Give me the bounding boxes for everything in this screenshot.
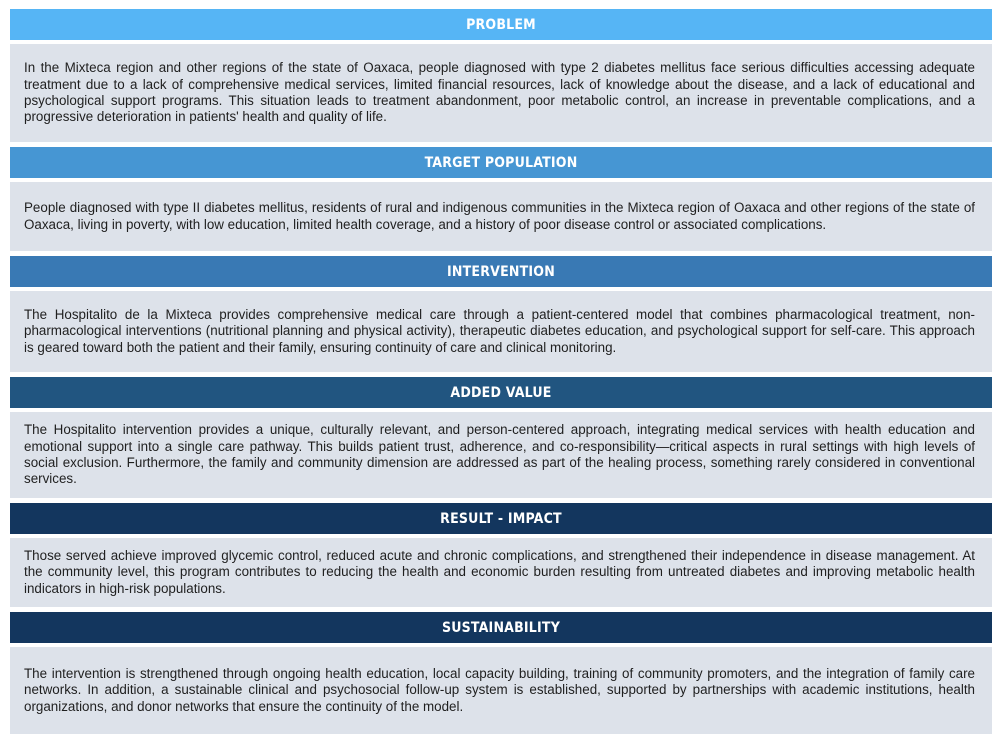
section-text: The Hospitalito de la Mixteca provides comprehensive medical care through a patient-centered model that combines pharmacological treatment, non-pharmacological interventions (nutritional planning and physical activity), therapeutic diabetes education, and psychological support for self-care. This approach is geared toward both the patient and their family, ensuring continuity of care and clinical monitoring. (24, 306, 975, 355)
section-text: In the Mixteca region and other regions of the state of Oaxaca, people diagnosed with type 2 diabetes mellitus face serious difficulties accessing adequate treatment due to a lack of comprehensive medical services, limited financial resources, lack of knowledge about the disease, and a lack of educational and psychological support programs. This situation leads to treatment abandonment, poor metabolic control, an increase in preventable complications, and a progressive deterioration in patients' health and quality of life. (24, 60, 975, 125)
section-header (10, 256, 992, 287)
section-title: ADDED VALUE (450, 384, 552, 401)
section-text: The intervention is strengthened through ongoing health education, local capacity building, training of community promoters, and the integration of family care networks. In addition, a sustainable clinical and psychosocial follow-up system is established, supported by partnerships with academic institutions, health organizations, and donor networks that ensure the continuity of the model. (24, 665, 975, 714)
section-body (10, 412, 992, 498)
section-body (10, 182, 992, 251)
section-added-value (10, 377, 992, 498)
section-result-impact (10, 503, 992, 607)
section-header (10, 9, 992, 40)
section-sustainability (10, 612, 992, 734)
section-title: RESULT - IMPACT (440, 510, 562, 527)
section-body (10, 647, 992, 734)
section-header (10, 503, 992, 534)
section-body (10, 538, 992, 607)
section-title: PROBLEM (466, 16, 536, 33)
section-body (10, 291, 992, 372)
section-header (10, 377, 992, 408)
section-header (10, 147, 992, 178)
section-title: INTERVENTION (447, 263, 555, 280)
section-title: TARGET POPULATION (424, 154, 578, 171)
section-target-population (10, 147, 992, 251)
section-body (10, 44, 992, 142)
section-title: SUSTAINABILITY (441, 619, 561, 636)
section-intervention (10, 256, 992, 372)
section-header (10, 612, 992, 643)
section-text: Those served achieve improved glycemic control, reduced acute and chronic complications, and strengthened their independence in disease management. At the community level, this program contributes to reducing the health and economic burden resulting from untreated diabetes and improving metabolic health indicators in high-risk populations. (24, 547, 975, 596)
section-text: The Hospitalito intervention provides a unique, culturally relevant, and person-centered approach, integrating medical services with health education and emotional support into a single care pathway. This builds patient trust, adherence, and co-responsibility—critical aspects in rural settings with high levels of social exclusion. Furthermore, the family and community dimension are addressed as part of the healing process, something rarely considered in conventional services. (24, 422, 975, 487)
section-text: People diagnosed with type II diabetes mellitus, residents of rural and indigenous communities in the Mixteca region of Oaxaca and other regions of the state of Oaxaca, living in poverty, with low education, limited health coverage, and a history of poor disease control or associated complications. (24, 200, 975, 232)
section-problem (10, 9, 992, 142)
